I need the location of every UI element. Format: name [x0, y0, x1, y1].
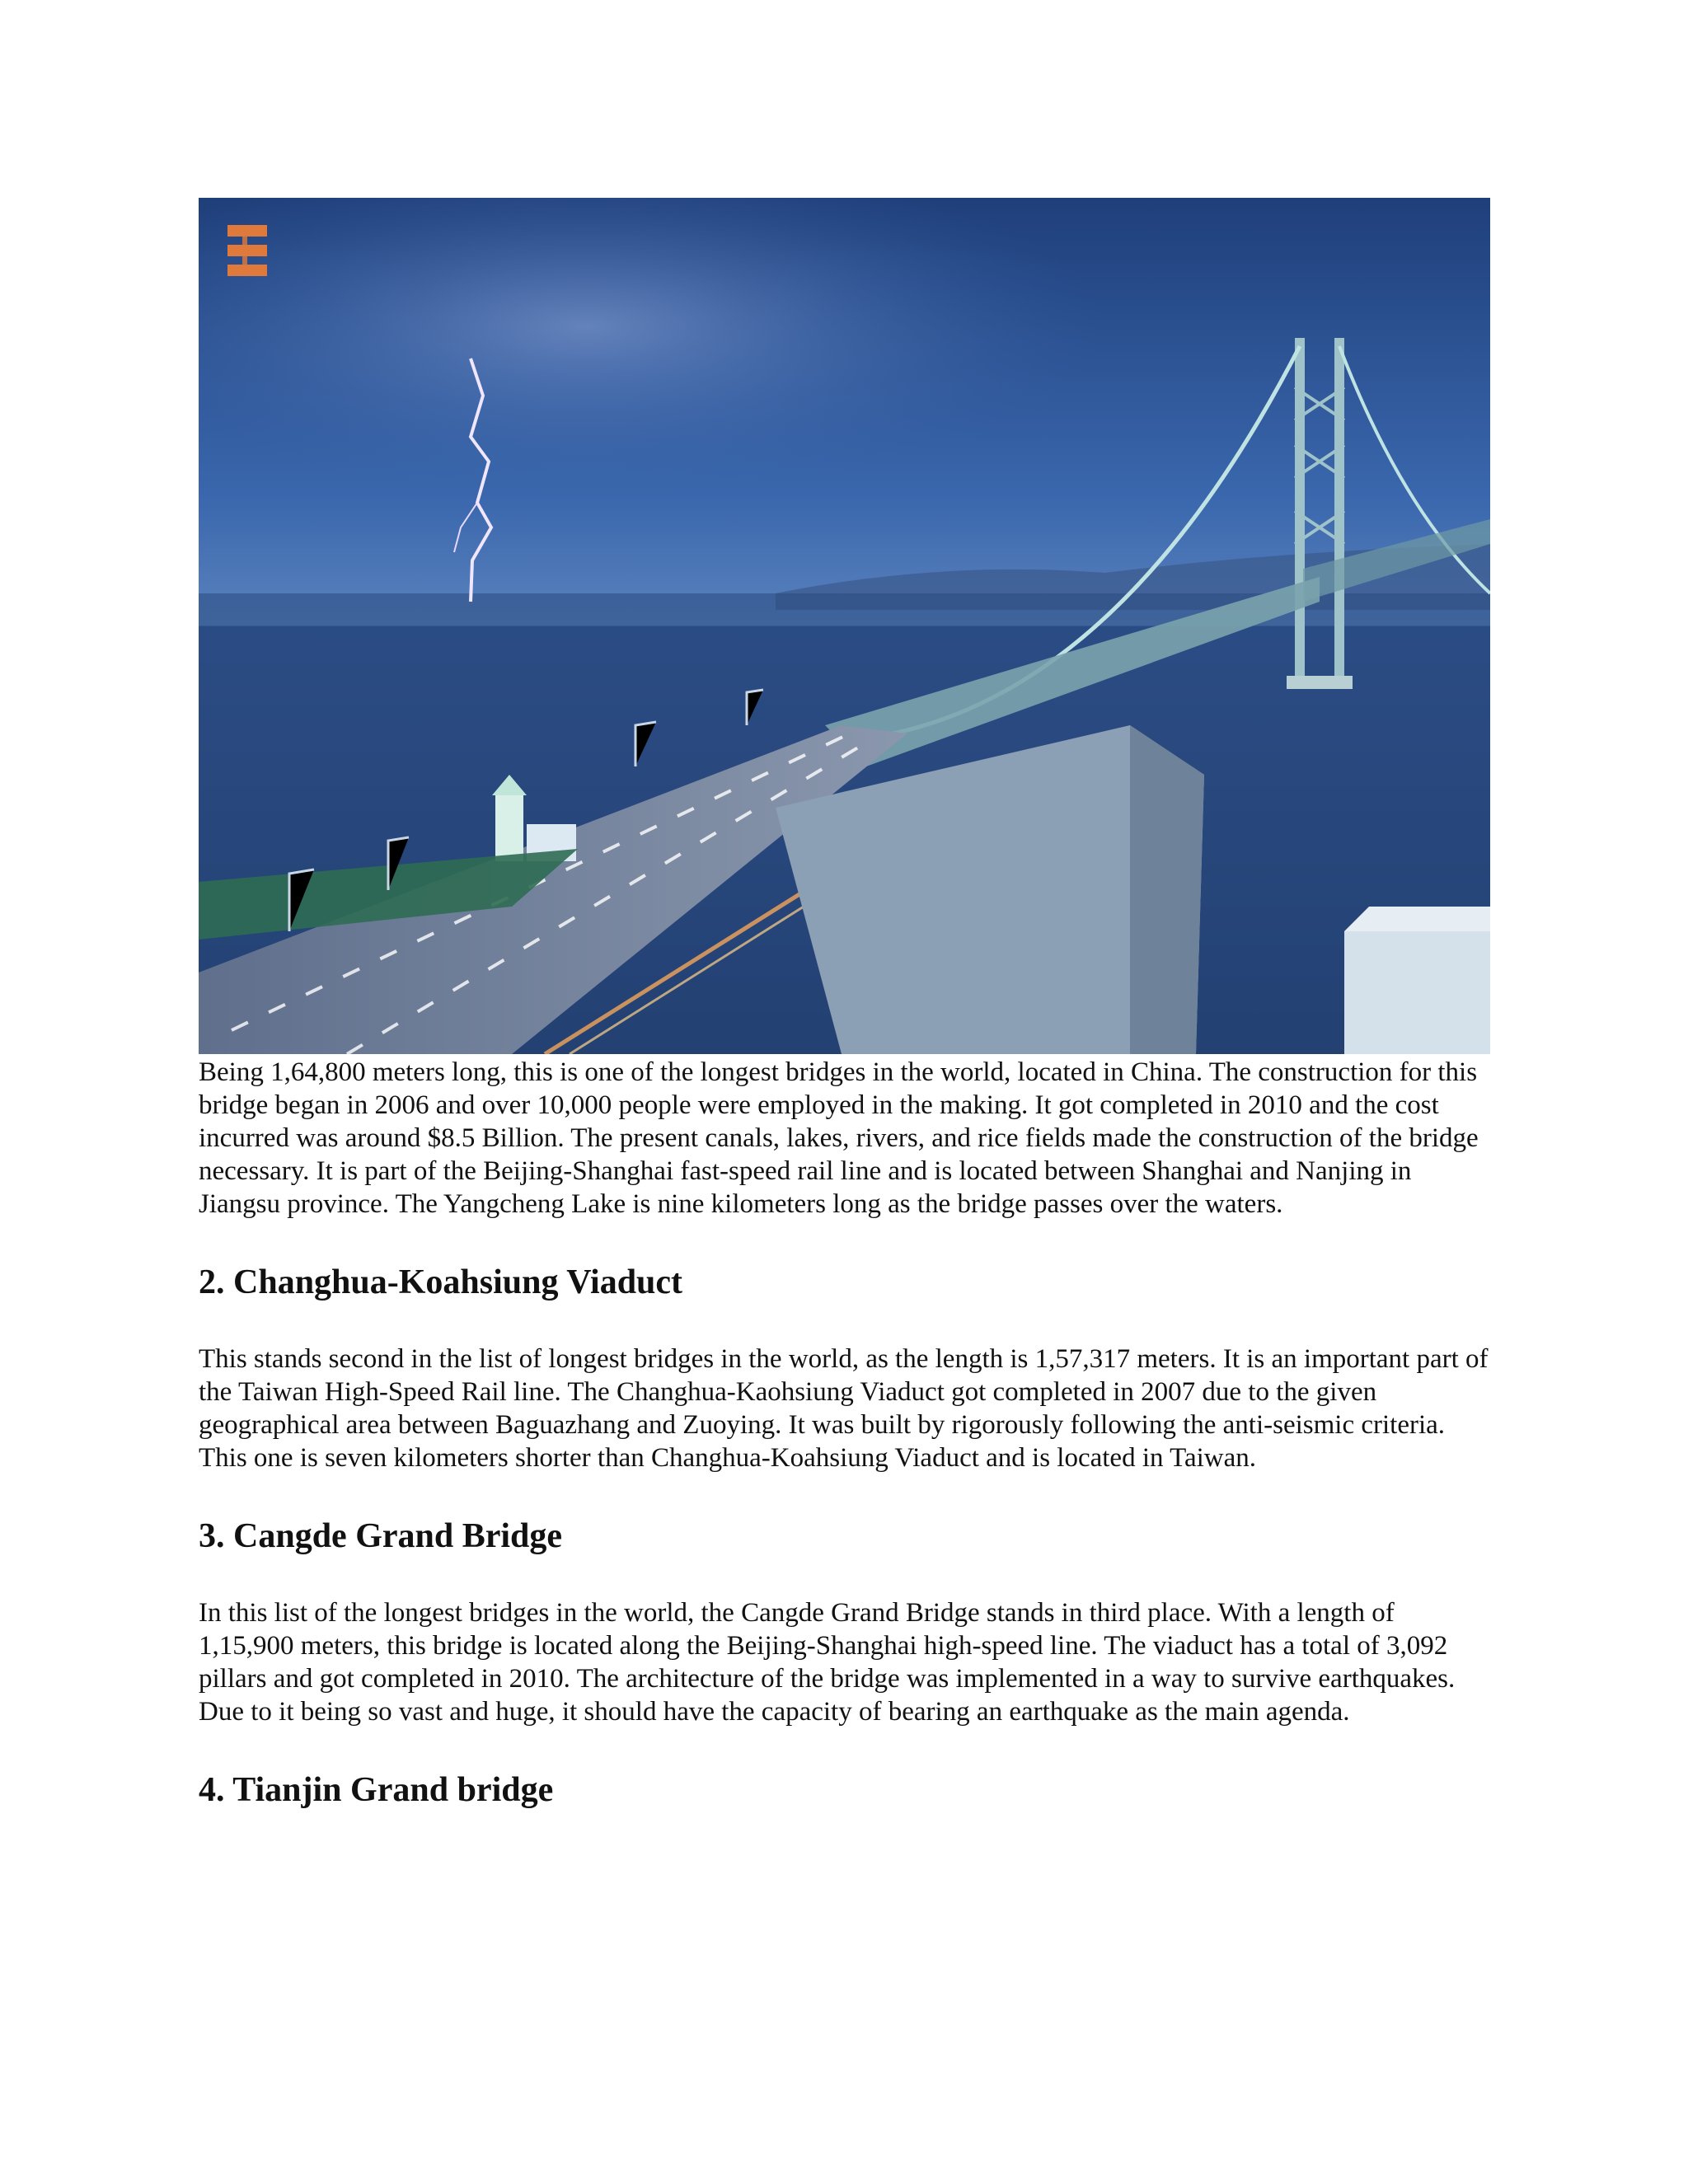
section-heading-2: 2. Changhua-Koahsiung Viaduct — [199, 1263, 683, 1301]
section-heading-4: 4. Tianjin Grand bridge — [199, 1771, 554, 1809]
section-heading-3: 3. Cangde Grand Bridge — [199, 1517, 563, 1555]
building — [1344, 931, 1490, 1054]
section-body-2: This stands second in the list of longest bridges in the world, as the length is 1,57,317 meters. It is an important part of the Taiwan High-Speed Rail line. The Changhua-Kaohsiung Viaduct got completed in 2007 due to the given geographical area between Baguazhang and Zuoying. It was built by rigorously following the anti-seismic criteria. This one is seven kilometers shorter than Changhua-Koahsiung Viaduct and is located in Taiwan. — [199, 1344, 1489, 1473]
bridge-photo-illustration — [199, 198, 1490, 1054]
section-body-3: In this list of the longest bridges in the world, the Cangde Grand Bridge stands in third place. With a length of 1,15,900 meters, this bridge is located along the Beijing-Shanghai high-speed line. The viaduct has a total of 3,092 pillars and got completed in 2010. The architecture of the bridge was implemented in a way to survive earthquakes. Due to it being so vast and huge, it should have the capacity of bearing an earthquake as the main agenda. — [199, 1598, 1456, 1727]
lighthouse — [495, 795, 523, 861]
bridge-photo — [199, 198, 1490, 1054]
orange-stacked-logo-icon — [227, 225, 267, 276]
intro-paragraph: Being 1,64,800 meters long, this is one of the longest bridges in the world, located in China. The construction for this bridge began in 2006 and over 10,000 people were employed in the making. It got completed in 2010 and the cost incurred was around $8.5 Billion. The present canals, lakes, rivers, and rice fields made the construction of the bridge necessary. It is part of the Beijing-Shanghai fast-speed rail line and is located between Shanghai and Nanjing in Jiangsu province. The Yangcheng Lake is nine kilometers long as the bridge passes over the waters. — [199, 1057, 1479, 1219]
document-page — [199, 198, 1490, 1850]
